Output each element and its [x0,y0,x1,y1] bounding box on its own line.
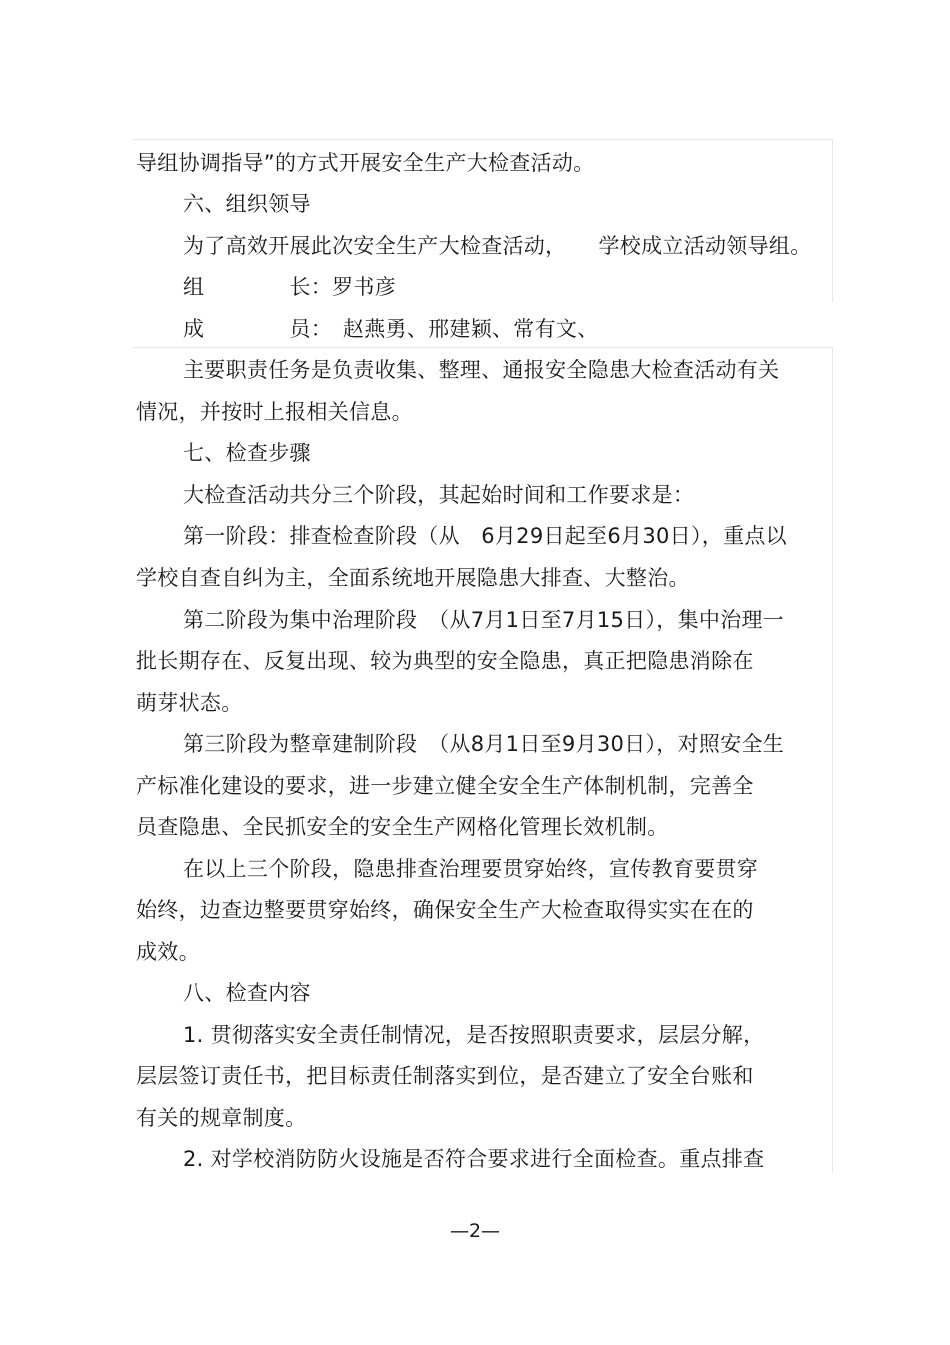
text-line: 有关的规章制度。 [136,1106,307,1130]
scan-edge-top [133,139,833,140]
text-line: 第三阶段为整章建制阶段 （从8月1日至9月30日），对照安全生 [183,732,785,756]
text-line: 1. 贯彻落实安全责任制情况，是否按照职责要求，层层分解， [183,1023,765,1047]
text-line: 第二阶段为集中治理阶段 （从7月1日至7月15日），集中治理一 [183,608,785,632]
text-line: 萌芽状态。 [136,691,243,715]
text-line: 学校自查自纠为主，全面系统地开展隐患大排查、大整治。 [136,566,690,590]
section-heading: 六、组织领导 [183,192,311,216]
text-line: 员查隐患、全民抓安全的安全生产网格化管理长效机制。 [136,815,669,839]
text-line: 成效。 [136,940,200,964]
scan-edge-right-lower [832,347,833,1172]
text-line: 批长期存在、反复出现、较为典型的安全隐患，真正把隐患消除在 [136,649,754,673]
text-line: 在以上三个阶段，隐患排查治理要贯穿始终，宣传教育要贯穿 [183,857,759,881]
text-line: 成 员： 赵燕勇、邢建颖、常有文、 [183,317,599,341]
text-line: 层层签订责任书，把目标责任制落实到位，是否建立了安全台账和 [136,1064,754,1088]
text-line: 产标准化建设的要求，进一步建立健全安全生产体制机制，完善全 [136,774,754,798]
text-line: 第一阶段：排查检查阶段（从 6月29日起至6月30日），重点以 [183,524,787,548]
scan-edge-right-upper [832,139,833,302]
scan-edge-middle [133,347,833,348]
text-line: 大检查活动共分三个阶段，其起始时间和工作要求是： [183,483,695,507]
section-heading: 七、检查步骤 [183,441,311,465]
text-line: 主要职责任务是负责收集、整理、通报安全隐患大检查活动有关 [183,358,780,382]
text-line: 组 长：罗书彦 [183,275,396,299]
page-number: —2— [449,1220,501,1242]
text-line: 情况，并按时上报相关信息。 [136,400,413,424]
text-line: 为了高效开展此次安全生产大检查活动， 学校成立活动领导组。 [183,234,812,258]
section-heading: 八、检查内容 [183,981,311,1005]
text-line: 始终，边查边整要贯穿始终，确保安全生产大检查取得实实在在的 [136,898,754,922]
text-line: 导组协调指导”的方式开展安全生产大检查活动。 [136,151,595,175]
text-line: 2. 对学校消防防火设施是否符合要求进行全面检查。重点排查 [183,1147,765,1171]
